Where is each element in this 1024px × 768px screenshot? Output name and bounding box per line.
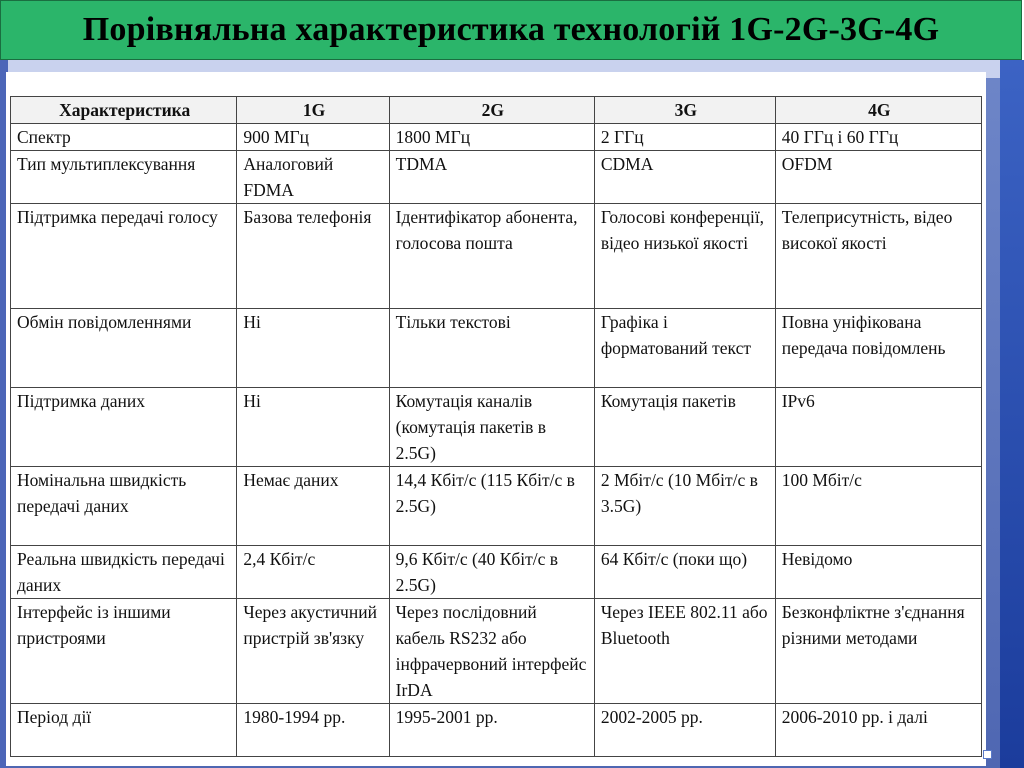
- table-row: [11, 151, 982, 204]
- table-cell: 100 Мбіт/с: [775, 467, 981, 546]
- table-row: [11, 204, 982, 309]
- table-cell: Аналоговий FDMA: [237, 151, 389, 204]
- frame-right-edge: [1000, 60, 1024, 768]
- table-cell: 900 МГц: [237, 124, 389, 151]
- table-cell: 1980-1994 рр.: [237, 704, 389, 757]
- table-row: [11, 388, 982, 467]
- table-cell: Базова телефонія: [237, 204, 389, 309]
- table-row: [11, 309, 982, 388]
- table-cell: Безконфліктне з'єднання різними методами: [775, 599, 981, 704]
- row-label-cell: Підтримка передачі голосу: [11, 204, 237, 309]
- table-cell: Ідентифікатор абонента, голосова пошта: [389, 204, 594, 309]
- table-row: [11, 467, 982, 546]
- resize-handle[interactable]: [983, 750, 992, 759]
- table-cell: 2 Мбіт/с (10 Мбіт/с в 3.5G): [594, 467, 775, 546]
- header-cell: 3G: [594, 97, 775, 124]
- table-cell: 2006-2010 рр. і далі: [775, 704, 981, 757]
- table-cell: Повна уніфікована передача повідомлень: [775, 309, 981, 388]
- table-cell: 2 ГГц: [594, 124, 775, 151]
- comparison-table: [10, 96, 982, 757]
- table-cell: 40 ГГц і 60 ГГц: [775, 124, 981, 151]
- row-label-cell: Обмін повідомленнями: [11, 309, 237, 388]
- table-row: [11, 599, 982, 704]
- header-cell: 4G: [775, 97, 981, 124]
- table-cell: Через IEEE 802.11 або Bluetooth: [594, 599, 775, 704]
- row-label-cell: Період дії: [11, 704, 237, 757]
- table-cell: Ні: [237, 309, 389, 388]
- table-cell: Тільки текстові: [389, 309, 594, 388]
- table-cell: TDMA: [389, 151, 594, 204]
- table-cell: Невідомо: [775, 546, 981, 599]
- table-cell: CDMA: [594, 151, 775, 204]
- table-cell: Голосові конференції, відео низької якості: [594, 204, 775, 309]
- table-cell: 1995-2001 рр.: [389, 704, 594, 757]
- table-cell: 2,4 Кбіт/с: [237, 546, 389, 599]
- table-row: [11, 124, 982, 151]
- row-label-cell: Тип мультиплексування: [11, 151, 237, 204]
- row-label-cell: Номінальна швидкість передачі даних: [11, 467, 237, 546]
- header-cell: 2G: [389, 97, 594, 124]
- header-cell: 1G: [237, 97, 389, 124]
- table-cell: Немає даних: [237, 467, 389, 546]
- table-cell: Телеприсутність, відео високої якості: [775, 204, 981, 309]
- table-cell: 64 Кбіт/с (поки що): [594, 546, 775, 599]
- slide-title: Порівняльна характеристика технологій 1G-2G-3G-4G: [82, 11, 940, 48]
- table-cell: Через акустичний пристрій зв'язку: [237, 599, 389, 704]
- row-label-cell: Підтримка даних: [11, 388, 237, 467]
- row-label-cell: Реальна швидкість передачі даних: [11, 546, 237, 599]
- table-cell: Через послідовний кабель RS232 або інфрачервоний інтерфейс IrDA: [389, 599, 594, 704]
- table-cell: IPv6: [775, 388, 981, 467]
- table-cell: 9,6 Кбіт/с (40 Кбіт/с в 2.5G): [389, 546, 594, 599]
- table-cell: Комутація пакетів: [594, 388, 775, 467]
- row-label-cell: Спектр: [11, 124, 237, 151]
- table-row: [11, 546, 982, 599]
- table-cell: Графіка і форматований текст: [594, 309, 775, 388]
- table-row: [11, 704, 982, 757]
- header-cell: Характеристика: [11, 97, 237, 124]
- table-cell: Ні: [237, 388, 389, 467]
- table-header-row: [11, 97, 982, 124]
- row-label-cell: Інтерфейс із іншими пристроями: [11, 599, 237, 704]
- table-cell: 1800 МГц: [389, 124, 594, 151]
- table-cell: 14,4 Кбіт/с (115 Кбіт/с в 2.5G): [389, 467, 594, 546]
- table-cell: Комутація каналів (комутація пакетів в 2.5G): [389, 388, 594, 467]
- slide-title-bar: [0, 0, 1022, 60]
- table-cell: OFDM: [775, 151, 981, 204]
- table-cell: 2002-2005 рр.: [594, 704, 775, 757]
